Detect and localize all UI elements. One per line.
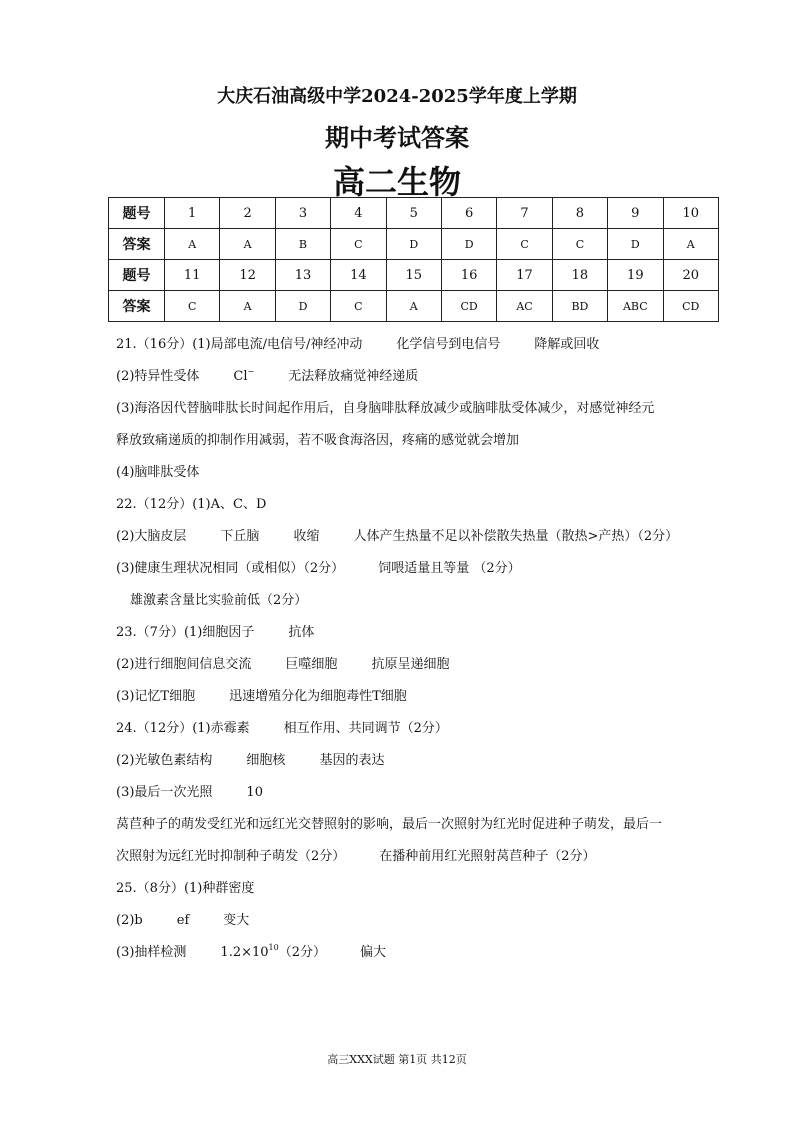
question-number-cell: 16: [441, 260, 496, 291]
answer-cell: C: [331, 291, 386, 322]
question-number-cell: 20: [663, 260, 718, 291]
table-row-answers: [109, 229, 719, 260]
school-title: 大庆石油高级中学2024-2025学年度上学期: [217, 86, 577, 107]
answer-cell: D: [441, 229, 496, 260]
q21-ion-charge: −: [247, 367, 255, 376]
q21-part2-c: 无法释放痛觉神经递质: [288, 369, 419, 384]
q24-line3: [116, 784, 263, 802]
answer-cell: B: [275, 229, 330, 260]
q23-part2-a: (2)进行细胞间信息交流: [116, 657, 252, 672]
answer-cell: BD: [552, 291, 607, 322]
q22-part3-a: (3)健康生理状况相同（或相似）（2分）: [116, 561, 345, 576]
question-number-cell: 15: [386, 260, 441, 291]
question-number-cell: 18: [552, 260, 607, 291]
question-number-cell: 4: [331, 198, 386, 229]
q22-part2-d: 人体产生热量不足以补偿散失热量（散热>产热）（2分）: [353, 529, 679, 544]
q22-part2-c: 收缩: [293, 529, 320, 544]
q24-line4: 莴苣种子的萌发受红光和远红光交替照射的影响，最后一次照射为红光时促进种子萌发，最后一: [116, 817, 663, 832]
question-number-cell: 7: [497, 198, 552, 229]
question-number-cell: 9: [608, 198, 663, 229]
q23-line1: [116, 624, 314, 642]
q21-part1-c: 降解或回收: [534, 337, 600, 352]
q25-part3-d: 偏大: [360, 945, 387, 960]
answer-cell: A: [220, 291, 275, 322]
question-number-cell: 17: [497, 260, 552, 291]
q25-part2-b: ef: [176, 913, 190, 928]
answer-cell: AC: [497, 291, 552, 322]
exam-title: 期中考试答案: [325, 123, 469, 152]
question-number-cell: 13: [275, 260, 330, 291]
q22-part2-a: (2)大脑皮层: [116, 529, 187, 544]
q21-part2: (2)特异性受体: [116, 369, 200, 384]
question-number-cell: 19: [608, 260, 663, 291]
q23-part3-b: 迅速增殖分化为细胞毒性T细胞: [229, 689, 407, 704]
question-number-cell: 8: [552, 198, 607, 229]
table-row-numbers: [109, 260, 719, 291]
answer-cell: D: [386, 229, 441, 260]
question-number-cell: 11: [165, 260, 220, 291]
q25-points: （2分）: [278, 945, 326, 960]
q21-line5: (4)脑啡肽受体: [116, 465, 200, 480]
q23-part1-b: 抗体: [288, 625, 315, 640]
q24-part2-b: 细胞核: [246, 753, 286, 768]
question-number-cell: 3: [275, 198, 330, 229]
row-label-answer: 答案: [109, 291, 165, 322]
q24-line2: [116, 752, 384, 770]
answer-cell: D: [608, 229, 663, 260]
q25-line2: [116, 912, 249, 930]
q23-line2: [116, 656, 449, 674]
q24-part5-a: 次照射为远红光时抑制种子萌发（2分）: [116, 849, 346, 864]
q24-part1-a: 24.（12分）(1)赤霉素: [116, 721, 250, 736]
q21-line4: 释放致痛递质的抑制作用减弱，若不吸食海洛因，疼痛的感觉就会增加: [116, 433, 520, 448]
answer-cell: D: [275, 291, 330, 322]
q23-part1-a: 23.（7分）(1)细胞因子: [116, 625, 255, 640]
question-number-cell: 6: [441, 198, 496, 229]
answer-cell: ABC: [608, 291, 663, 322]
q21-part1-b: 化学信号到电信号: [396, 337, 501, 352]
table-row-answers: [109, 291, 719, 322]
q22-line4: 雄激素含量比实验前低（2分）: [130, 593, 308, 608]
q22-part3-b: 饲喂适量且等量 （2分）: [378, 561, 521, 576]
subject-title: 高二生物: [332, 163, 461, 201]
q22-line3: [116, 560, 521, 578]
answer-cell: CD: [663, 291, 718, 322]
answer-cell: C: [552, 229, 607, 260]
answer-table: [108, 197, 719, 322]
answer-cell: CD: [441, 291, 496, 322]
q21-line1: [116, 336, 599, 354]
question-number-cell: 10: [663, 198, 718, 229]
q24-part2-c: 基因的表达: [319, 753, 385, 768]
question-number-cell: 1: [165, 198, 220, 229]
q25-part2-c: 变大: [223, 913, 250, 928]
q23-part3-a: (3)记忆T细胞: [116, 689, 196, 704]
q23-part2-c: 抗原呈递细胞: [371, 657, 450, 672]
answer-cell: C: [165, 291, 220, 322]
q24-part3-a: (3)最后一次光照: [116, 785, 213, 800]
answer-cell: A: [386, 291, 441, 322]
question-number-cell: 2: [220, 198, 275, 229]
q21-line2: [116, 368, 418, 386]
table-row-numbers: [109, 198, 719, 229]
q25-part2-a: (2)b: [116, 913, 143, 928]
answer-cell: A: [165, 229, 220, 260]
question-number-cell: 12: [220, 260, 275, 291]
answer-cell: A: [220, 229, 275, 260]
q24-part1-b: 相互作用、共同调节（2分）: [283, 721, 448, 736]
page-footer: 高三XXX试题 第1页 共12页: [327, 1053, 467, 1066]
q21-ion: Cl: [233, 369, 248, 384]
q24-part3-b: 10: [246, 785, 263, 800]
q21-part1: 21.（16分）(1)局部电流/电信号/神经冲动: [116, 337, 363, 352]
q22-line2: [116, 528, 678, 546]
q25-line3: [116, 944, 386, 962]
question-number-cell: 5: [386, 198, 441, 229]
answer-cell: C: [331, 229, 386, 260]
q23-line3: [116, 688, 407, 706]
q25-exponent: 10: [268, 943, 279, 952]
q24-line1: [116, 720, 448, 738]
row-label-number: 题号: [109, 198, 165, 229]
q23-part2-b: 巨噬细胞: [285, 657, 338, 672]
q22-line1: 22.（12分）(1)A、C、D: [116, 497, 267, 512]
q21-line3: (3)海洛因代替脑啡肽长时间起作用后，自身脑啡肽释放减少或脑啡肽受体减少，对感觉神经元: [116, 401, 655, 416]
row-label-number: 题号: [109, 260, 165, 291]
answer-cell: A: [663, 229, 718, 260]
q22-part2-b: 下丘脑: [220, 529, 260, 544]
q24-line5: [116, 848, 596, 866]
q25-concentration: 1.2×10: [220, 945, 269, 960]
answer-cell: C: [497, 229, 552, 260]
q25-part3-a: (3)抽样检测: [116, 945, 187, 960]
q25-line1: 25.（8分）(1)种群密度: [116, 881, 255, 896]
q24-part5-b: 在播种前用红光照射莴苣种子（2分）: [379, 849, 596, 864]
row-label-answer: 答案: [109, 229, 165, 260]
q24-part2-a: (2)光敏色素结构: [116, 753, 213, 768]
question-number-cell: 14: [331, 260, 386, 291]
